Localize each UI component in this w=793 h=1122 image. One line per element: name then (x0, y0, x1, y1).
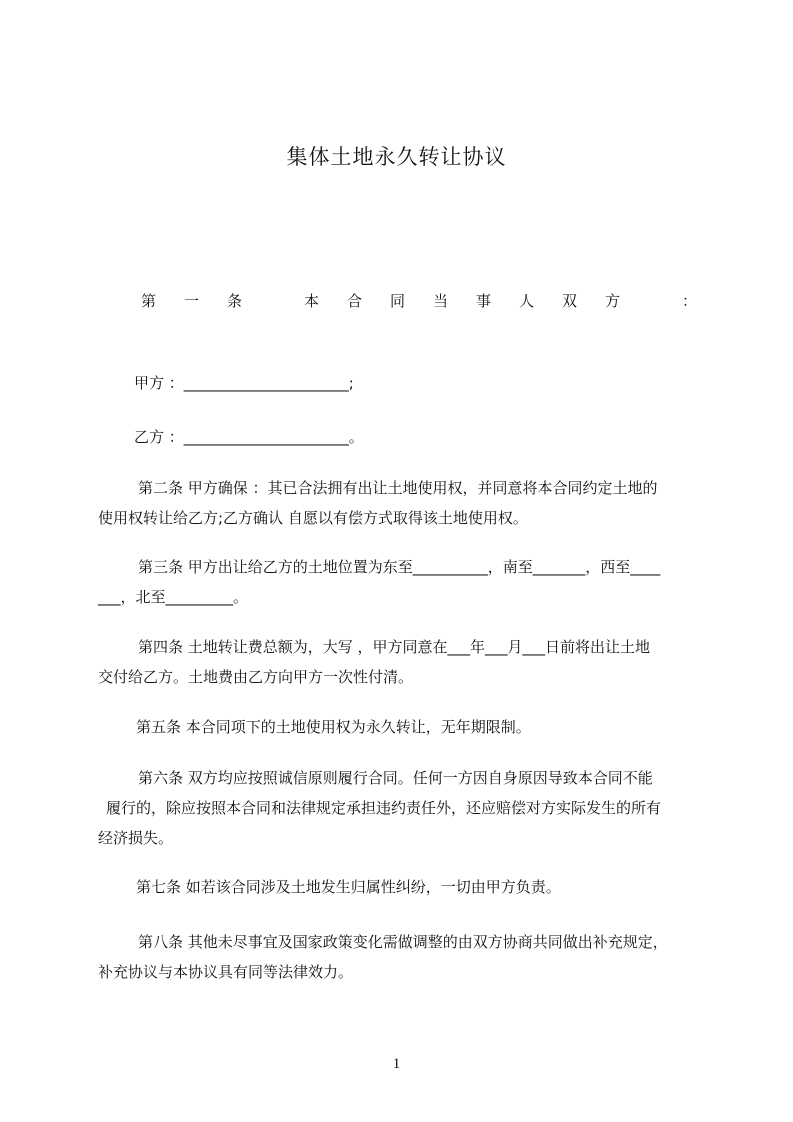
article-1-char: 条 (227, 292, 243, 310)
article-3-line: ___，北至_________。 (98, 588, 249, 606)
document-title: 集体土地永久转让协议 (286, 145, 507, 169)
article-5 (98, 712, 701, 742)
article-1-char: 本 (304, 292, 320, 310)
page-number: 1 (392, 1056, 401, 1072)
article-3-line: 第三条 甲方出让给乙方的土地位置为东至__________，南至_______，西至____ (138, 558, 661, 576)
article-2 (98, 473, 701, 533)
article-6-line: 履行的，除应按照本合同和法律规定承担违约责任外，还应赔偿对方实际发生的所有 (106, 799, 662, 817)
article-2-line: 使用权转让给乙方;乙方确认 自愿以有偿方式取得该土地使用权。 (98, 509, 528, 527)
article-1-char: 人 (519, 292, 535, 310)
article-7-line: 第七条 如若该合同涉及土地发生归属性纠纷，一切由甲方负责。 (136, 878, 561, 896)
article-7 (98, 872, 701, 902)
article-1-char: 双 (562, 292, 578, 310)
article-6-line: 经济损失。 (98, 829, 174, 847)
article-2-line: 第二条 甲方确保 ：其已合法拥有出让土地使用权，并同意将本合同约定土地的 (138, 479, 658, 497)
party-a-line: 甲方 ：______________________; (134, 374, 354, 392)
article-1-char: 方 (605, 292, 621, 310)
article-1-char: 第 (141, 292, 157, 310)
article-8-line: 补充协议与本协议具有同等法律效力。 (98, 963, 354, 981)
article-4-line: 交付给乙方。土地费由乙方向甲方一次性付清。 (98, 668, 414, 686)
article-8 (98, 927, 701, 987)
article-1-char: 一 (184, 292, 200, 310)
article-6 (98, 763, 701, 853)
article-4-line: 第四条 土地转让费总额为，大写 ，甲方同意在___年___月___日前将出让土地 (138, 638, 651, 656)
article-1-char: ： (682, 292, 698, 310)
article-6-line: 第六条 双方均应按照诚信原则履行合同。任何一方因自身原因导致本合同不能 (138, 769, 653, 787)
article-4 (98, 632, 701, 692)
article-5-line: 第五条 本合同项下的土地使用权为永久转让，无年期限制。 (136, 718, 531, 736)
article-1-char: 同 (390, 292, 406, 310)
article-3 (98, 552, 701, 612)
article-1-char: 合 (347, 292, 363, 310)
article-1-char: 当 (433, 292, 449, 310)
article-1-heading (134, 290, 699, 312)
article-1-char: 事 (476, 292, 492, 310)
party-b-line: 乙方 ：______________________。 (134, 428, 364, 446)
article-8-line: 第八条 其他未尽事宜及国家政策变化需做调整的由双方协商共同做出补充规定， (138, 933, 668, 951)
